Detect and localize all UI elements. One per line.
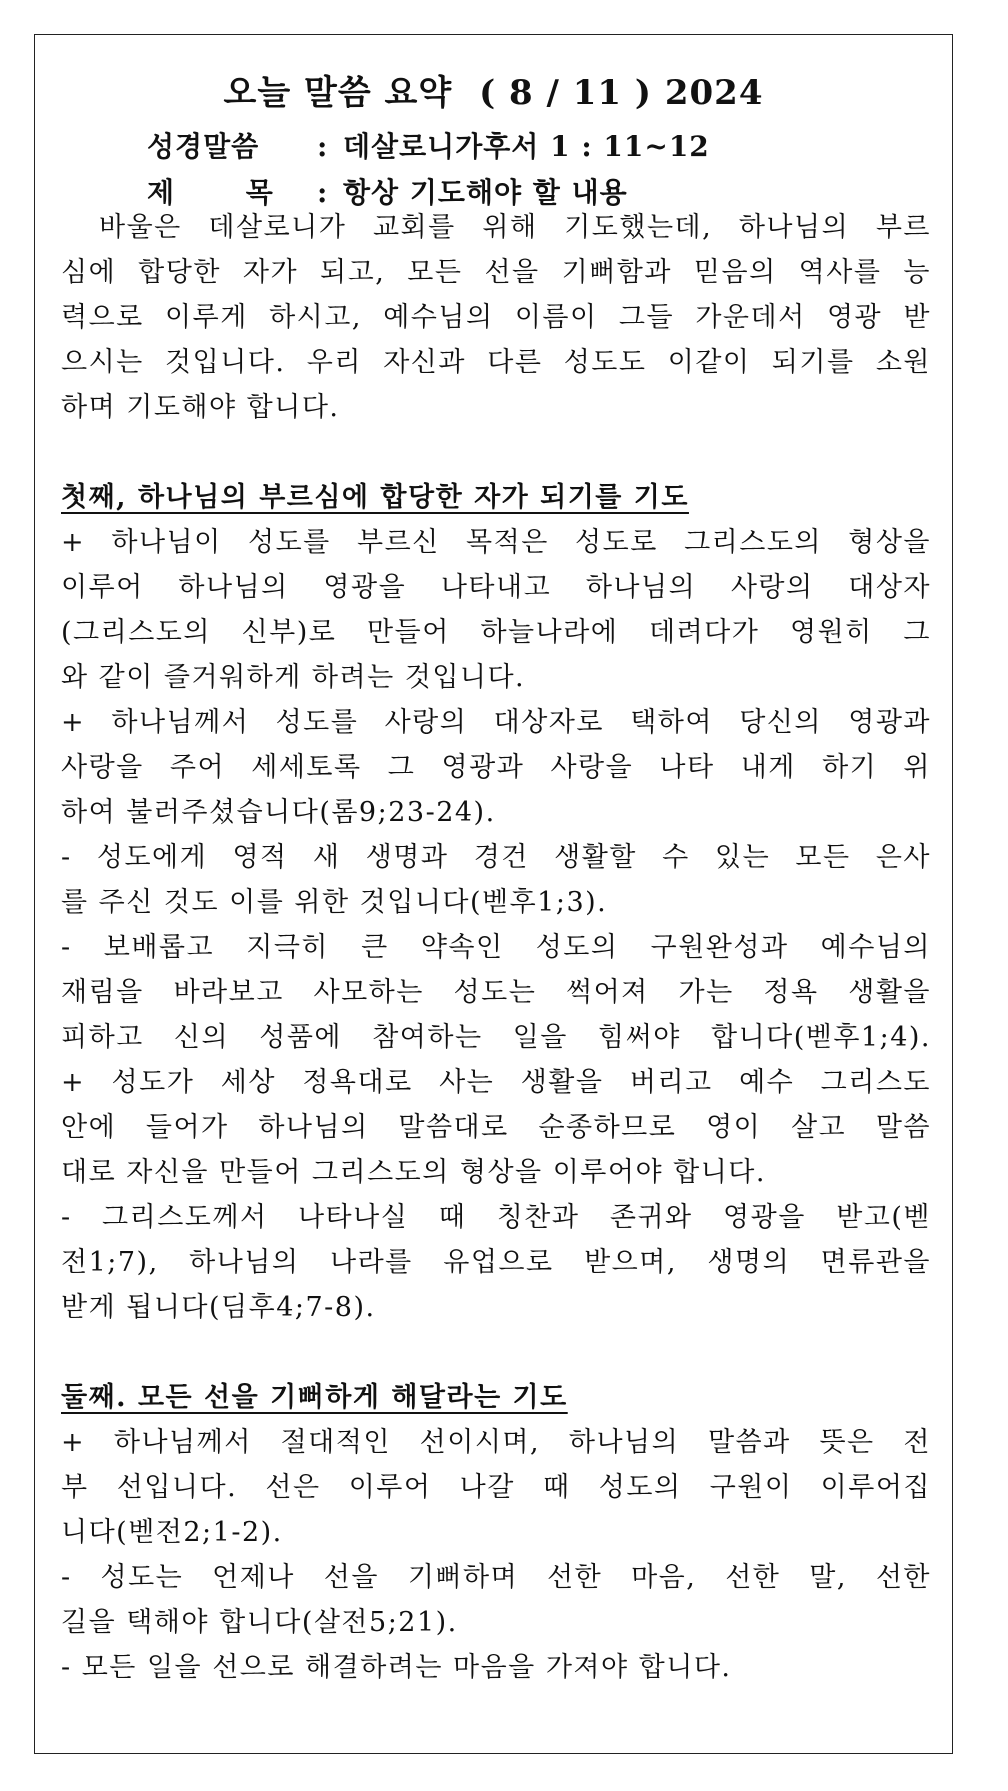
intro-line: 력으로 이루게 하시고, 예수님의 이름이 그들 가운데서 영광 받 [61, 302, 931, 333]
section1-line: 사랑을 주어 세세토록 그 영광과 사랑을 나타 내게 하기 위 [61, 752, 931, 783]
section1-heading: 첫째, 하나님의 부르심에 합당한 자가 되기를 기도 [61, 482, 689, 513]
section1-line: - 성도에게 영적 새 생명과 경건 생활할 수 있는 모든 은사 [61, 842, 931, 873]
section2-line: - 성도는 언제나 선을 기뻐하며 선한 마음, 선한 말, 선한 [61, 1562, 931, 1593]
section1-line: + 하나님께서 성도를 사랑의 대상자로 택하여 당신의 영광과 [61, 707, 931, 738]
section1-line: 재림을 바라보고 사모하는 성도는 썩어져 가는 정욕 생활을 [61, 977, 931, 1008]
sermon-subject: 제 목 : 항상 기도해야 할 내용 [147, 171, 628, 211]
section1-line: - 보배롭고 지극히 큰 약속인 성도의 구원완성과 예수님의 [61, 932, 931, 963]
section2-line: 길을 택해야 합니다(살전5;21). [61, 1607, 458, 1638]
section2-line: + 하나님께서 절대적인 선이시며, 하나님의 말씀과 뜻은 전 [61, 1427, 931, 1458]
title-text: 오늘 말씀 요약 [223, 73, 453, 113]
section1-line: 전1;7), 하나님의 나라를 유업으로 받으며, 생명의 면류관을 [61, 1247, 931, 1278]
intro-line: 바울은 데살로니가 교회를 위해 기도했는데, 하나님의 부르 [99, 212, 931, 243]
intro-line: 하며 기도해야 합니다. [61, 392, 340, 423]
intro-line: 으시는 것입니다. 우리 자신과 다른 성도도 이같이 되기를 소원 [61, 347, 931, 378]
scripture-label: 성경말씀 [147, 130, 260, 163]
sermon-summary-frame [34, 34, 953, 1754]
section2-heading: 둘째. 모든 선을 기뻐하게 해달라는 기도 [61, 1382, 568, 1413]
section2-line: 부 선입니다. 선은 이루어 나갈 때 성도의 구원이 이루어집 [61, 1472, 931, 1503]
section1-line: 와 같이 즐거워하게 하려는 것입니다. [61, 662, 526, 693]
title-date: ( 8 / 11 ) 2024 [479, 73, 764, 113]
section1-line: 대로 자신을 만들어 그리스도의 형상을 이루어야 합니다. [61, 1157, 766, 1188]
section1-line: 를 주신 것도 이를 위한 것입니다(벧후1;3). [61, 887, 608, 918]
scripture-value: 데살로니가후서 1 : 11~12 [343, 130, 710, 163]
section1-line: 받게 됩니다(딤후4;7-8). [61, 1292, 376, 1323]
section1-line: - 그리스도께서 나타나실 때 칭찬과 존귀와 영광을 받고(벧 [61, 1202, 931, 1233]
section1-line: 이루어 하나님의 영광을 나타내고 하나님의 사랑의 대상자 [61, 572, 931, 603]
subject-value: 항상 기도해야 할 내용 [343, 176, 628, 209]
subject-label: 제 목 [147, 176, 274, 209]
section1-line: + 성도가 세상 정욕대로 사는 생활을 버리고 예수 그리스도 [61, 1067, 931, 1098]
section2-line: - 모든 일을 선으로 해결하려는 마음을 가져야 합니다. [61, 1652, 732, 1683]
intro-line: 심에 합당한 자가 되고, 모든 선을 기뻐함과 믿음의 역사를 능 [61, 257, 931, 288]
section2-line: 니다(벧전2;1-2). [61, 1517, 283, 1548]
page-title [35, 65, 952, 114]
section1-line: (그리스도의 신부)로 만들어 하늘나라에 데려다가 영원히 그 [61, 617, 931, 648]
section1-line: 피하고 신의 성품에 참여하는 일을 힘써야 합니다(벧후1;4). [61, 1022, 931, 1053]
section1-line: 안에 들어가 하나님의 말씀대로 순종하므로 영이 살고 말씀 [61, 1112, 931, 1143]
section1-line: + 하나님이 성도를 부르신 목적은 성도로 그리스도의 형상을 [61, 527, 931, 558]
scripture-reference: 성경말씀 : 데살로니가후서 1 : 11~12 [147, 125, 710, 165]
section1-line: 하여 불러주셨습니다(롬9;23-24). [61, 797, 496, 828]
sermon-body [61, 205, 931, 1690]
